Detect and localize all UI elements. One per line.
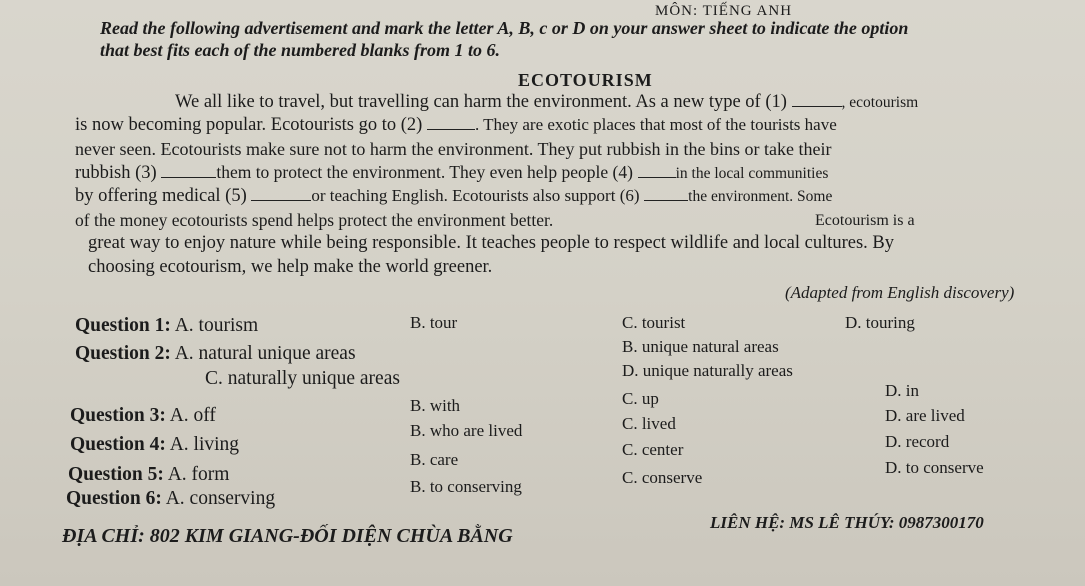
- question-5: [68, 464, 229, 486]
- passage-line-1: [175, 92, 918, 113]
- question-6: [66, 488, 275, 510]
- blank-3: [161, 177, 216, 178]
- option-a: A. form: [167, 464, 230, 485]
- blank-2: [427, 129, 475, 130]
- passage-line-7: great way to enjoy nature while being responsible. It teaches people to respect wildlife and local cultures. By: [88, 233, 895, 253]
- question-3: [70, 405, 216, 427]
- passage-line-5: [75, 186, 832, 207]
- q1-option-b: B. tour: [410, 313, 458, 332]
- passage-line-3: never seen. Ecotourists make sure not to harm the environment. They put rubbish in the bins or take their: [75, 139, 832, 159]
- q4-option-b: B. who are lived: [410, 421, 523, 440]
- subject-header: MÔN: TIẾNG ANH: [655, 3, 793, 19]
- q3-option-c: C. up: [622, 389, 659, 408]
- option-a: A. off: [169, 405, 216, 426]
- passage-line-6-end: Ecotourism is a: [815, 212, 915, 229]
- passage-line-2: [75, 115, 837, 136]
- passage-text: rubbish (3): [75, 163, 157, 183]
- passage-text: by offering medical (5): [75, 186, 247, 206]
- passage-text: in the local communities: [675, 165, 829, 182]
- q4-option-c: C. lived: [622, 414, 676, 433]
- q5-option-d: D. record: [885, 432, 950, 451]
- q2-option-b: B. unique natural areas: [622, 337, 779, 356]
- q1-option-c: C. tourist: [622, 313, 686, 332]
- question-label: Question 3:: [70, 405, 166, 426]
- source-note: (Adapted from English discovery): [785, 283, 1015, 302]
- q2-option-c: C. naturally unique areas: [205, 368, 400, 389]
- passage-text: or teaching English. Ecotourists also support (6): [311, 186, 640, 205]
- instructions-line-2: that best fits each of the numbered blanks from 1 to 6.: [100, 40, 501, 60]
- blank-6: [644, 200, 688, 201]
- q5-option-b: B. care: [410, 450, 459, 469]
- passage-line-4: [75, 162, 828, 184]
- option-a: A. living: [169, 434, 240, 455]
- instructions-line-1: Read the following advertisement and mark the letter A, B, c or D on your answer sheet to indicate the option: [100, 18, 909, 38]
- q5-option-c: C. center: [622, 440, 684, 459]
- passage-line-6: [75, 210, 553, 232]
- passage-title: ECOTOURISM: [518, 70, 653, 90]
- passage-text: , ecotourism: [841, 94, 919, 111]
- q2-option-d: D. unique naturally areas: [622, 361, 793, 380]
- q6-option-d: D. to conserve: [885, 458, 984, 477]
- question-label: Question 1:: [75, 315, 171, 336]
- question-label: Question 5:: [68, 464, 164, 485]
- option-a: A. conserving: [165, 488, 276, 509]
- option-a: A. natural unique areas: [174, 343, 356, 364]
- q3-option-b: B. with: [410, 396, 461, 415]
- question-1: [75, 315, 258, 337]
- q3-option-d: D. in: [885, 381, 919, 400]
- passage-text: We all like to travel, but travelling can harm the environment. As a new type of (1): [175, 92, 787, 112]
- passage-text: is now becoming popular. Ecotourists go to (2): [75, 115, 423, 135]
- blank-5: [251, 200, 311, 201]
- passage-text: of the money ecotourists spend helps protect the environment better.: [75, 210, 554, 230]
- passage-text: them to protect the environment. They even help people (4): [216, 162, 633, 182]
- question-label: Question 4:: [70, 434, 166, 455]
- q4-option-d: D. are lived: [885, 406, 965, 425]
- passage-text: . They are exotic places that most of the tourists have: [474, 115, 837, 134]
- question-label: Question 2:: [75, 343, 171, 364]
- blank-1: [792, 106, 842, 107]
- blank-4: [638, 177, 676, 178]
- question-4: [70, 434, 239, 456]
- footer-address: ĐỊA CHỈ: 802 KIM GIANG-ĐỐI DIỆN CHÙA BẰNG: [62, 525, 513, 547]
- option-a: A. tourism: [174, 315, 259, 336]
- passage-text: the environment. Some: [688, 188, 833, 205]
- passage-line-8: choosing ecotourism, we help make the world greener.: [88, 257, 493, 277]
- q1-option-d: D. touring: [845, 313, 915, 332]
- question-label: Question 6:: [66, 488, 162, 509]
- q6-option-b: B. to conserving: [410, 477, 522, 496]
- q6-option-c: C. conserve: [622, 468, 703, 487]
- footer-contact: LIÊN HỆ: MS LÊ THÚY: 0987300170: [710, 513, 984, 532]
- question-2: [75, 343, 356, 365]
